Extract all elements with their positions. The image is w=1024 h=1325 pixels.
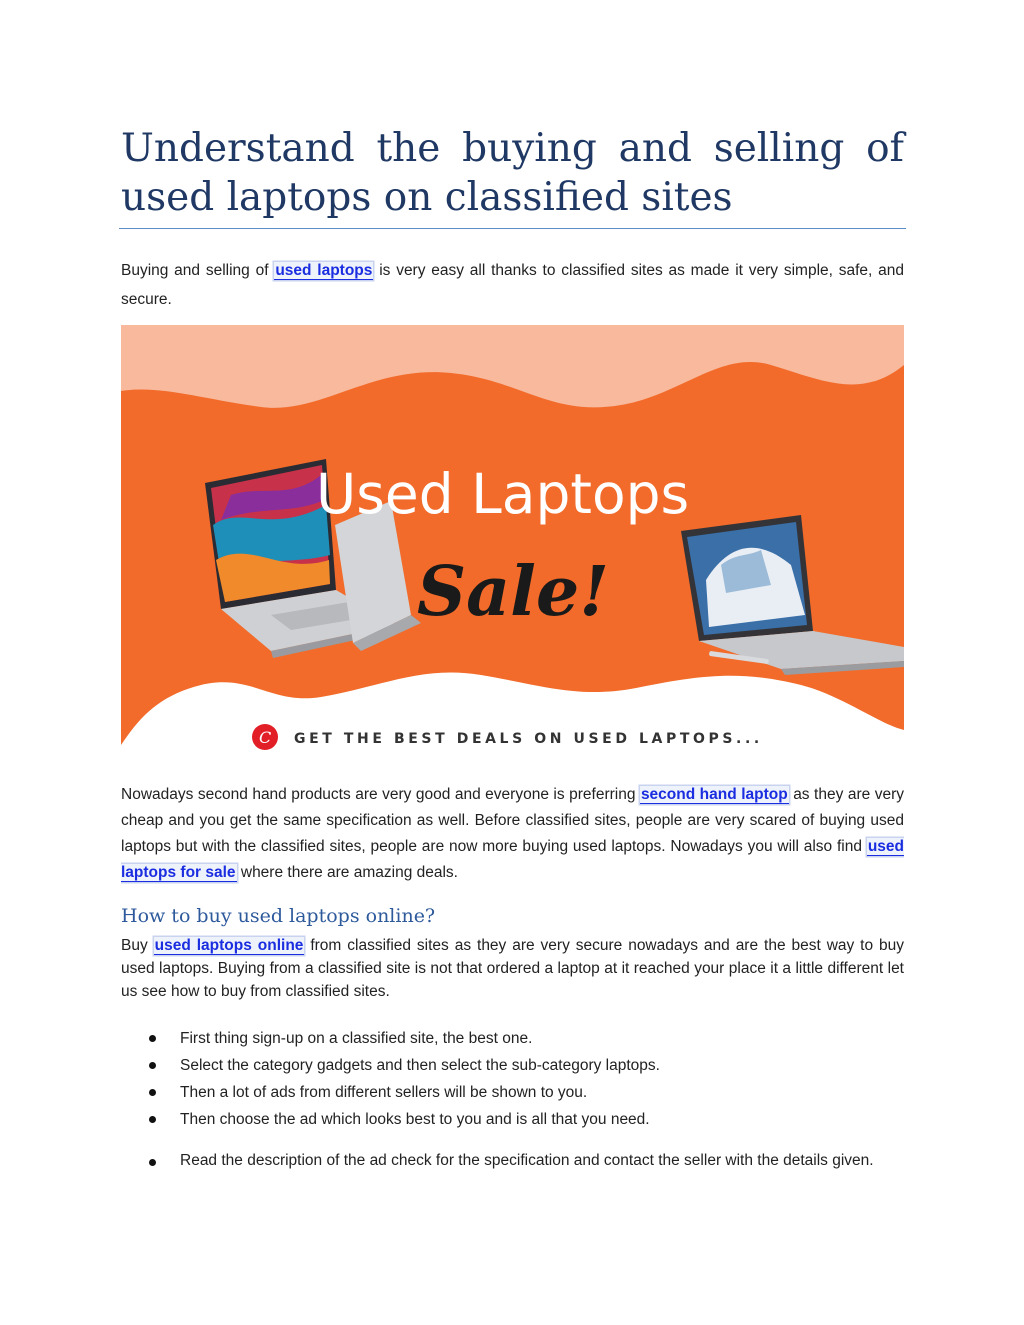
list-item-text: Then a lot of ads from different sellers will be shown to you. <box>180 1084 588 1101</box>
steps-list-continued <box>121 1149 904 1173</box>
how-to-buy-paragraph <box>121 934 904 1003</box>
para3-text-before: Buy <box>121 937 154 954</box>
bullet-icon <box>149 1116 156 1123</box>
list-item-text: Read the description of the ad check for the specification and contact the seller with the details given. <box>180 1152 874 1169</box>
list-item-text: Then choose the ad which looks best to you and is all that you need. <box>180 1111 650 1128</box>
list-item <box>121 1149 904 1173</box>
list-item <box>121 1079 904 1106</box>
steps-list <box>121 1025 904 1133</box>
list-item <box>121 1025 904 1052</box>
para2-text-1: Nowadays second hand products are very good and everyone is preferring <box>121 786 640 803</box>
section-heading: How to buy used laptops online? <box>121 905 436 927</box>
list-item <box>121 1106 904 1133</box>
intro-text-before: Buying and selling of <box>121 262 275 279</box>
para3-text-after: from classified sites as they are very secure nowadays and are the best way to buy used laptops. Buying from a classified site is not that ordered a laptop at it reached your place it a little different let us see how to buy from classified sites. <box>121 937 905 1000</box>
page-title: Understand the buying and selling of used laptops on classified sites <box>121 126 904 220</box>
para2-text-3: where there are amazing deals. <box>236 864 458 881</box>
list-item <box>121 1052 904 1079</box>
used-laptops-for-sale-link[interactable]: used laptops for sale <box>121 838 904 881</box>
white-wave <box>121 672 904 764</box>
second-hand-paragraph <box>121 782 904 886</box>
list-item-text: First thing sign-up on a classified site, the best one. <box>180 1030 533 1047</box>
bullet-icon <box>149 1035 156 1042</box>
bullet-icon <box>149 1089 156 1096</box>
para2-text-2: as they are very cheap and you get the same specification as well. Before classified sites, people are very scared of buying used laptops but with the classified sites, people are now more buying used laptops. Nowadays you will also find <box>121 786 904 855</box>
bullet-icon <box>149 1062 156 1069</box>
used-laptops-online-link[interactable]: used laptops online <box>154 937 304 954</box>
used-laptops-sale-banner <box>121 325 904 764</box>
list-item-text: Select the category gadgets and then select the sub-category laptops. <box>180 1057 660 1074</box>
bullet-icon <box>149 1159 156 1166</box>
banner-tagline: GET THE BEST DEALS ON USED LAPTOPS... <box>294 731 763 747</box>
intro-text-after: is very easy all thanks to classified sites as made it very simple, safe, and secure. <box>121 262 904 308</box>
intro-paragraph <box>121 256 904 314</box>
banner-headline: Used Laptops <box>316 462 690 526</box>
used-laptops-link[interactable]: used laptops <box>275 262 373 279</box>
second-hand-laptop-link[interactable]: second hand laptop <box>640 786 788 803</box>
title-divider <box>119 228 906 229</box>
banner-sale-text: Sale! <box>417 552 610 632</box>
brand-logo-letter: C <box>259 728 272 747</box>
